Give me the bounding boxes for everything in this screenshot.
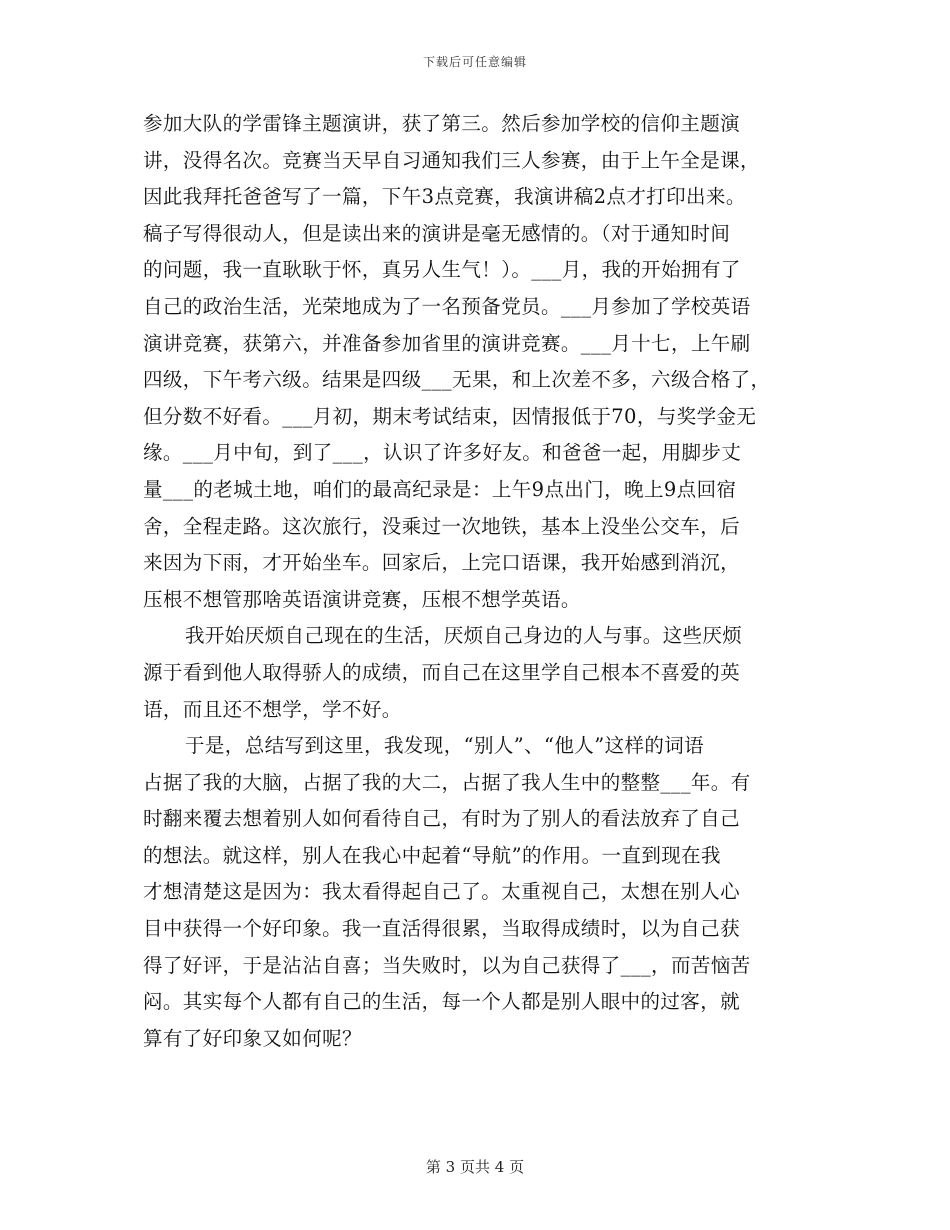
- text-line: 得了好评，于是沾沾自喜；当失败时，以为自己获得了___，而苦恼苦: [143, 953, 751, 977]
- text-line: 时翻来覆去想着别人如何看待自己，有时为了别人的看法放弃了自己: [143, 807, 741, 831]
- text-line: 参加大队的学雷锋主题演讲，获了第三。然后参加学校的信仰主题演: [143, 112, 741, 135]
- paragraph: [143, 106, 807, 618]
- text-line: 但分数不好看。___月初，期末考试结束，因情报低于70，与奖学金无: [143, 404, 757, 428]
- text-line: 算有了好印象又如何呢？: [143, 1026, 362, 1050]
- text-line: 我开始厌烦自己现在的生活，厌烦自己身边的人与事。这些厌烦: [185, 624, 743, 648]
- text-line: 占据了我的大脑，占据了我的大二，占据了我人生中的整整___年。有: [143, 770, 751, 794]
- text-line: 演讲竞赛，获第六，并准备参加省里的演讲竞赛。___月十七，上午刷: [143, 331, 751, 355]
- text-line: 于是，总结写到这里，我发现，“别人”、“他人”这样的词语: [185, 734, 705, 758]
- text-line: 压根不想管那啥英语演讲竞赛，压根不想学英语。: [143, 587, 581, 611]
- document-body: [143, 106, 807, 1057]
- text-line: 的问题，我一直耿耿于怀，真另人生气！）。___月，我的开始拥有了: [143, 258, 741, 282]
- text-line: 才想清楚这是因为：我太看得起自己了。太重视自己，太想在别人心: [143, 880, 741, 904]
- text-line: 源于看到他人取得骄人的成绩，而自己在这里学自己根本不喜爱的英: [143, 660, 741, 684]
- text-line: 缘。___月中旬，到了___，认识了许多好友。和爸爸一起，用脚步丈: [143, 441, 742, 465]
- text-line: 因此我拜托爸爸写了一篇，下午3点竞赛，我演讲稿2点才打印出来。: [143, 185, 746, 209]
- text-line: 目中获得一个好印象。我一直活得很累，当取得成绩时，以为自己获: [143, 917, 741, 941]
- page-footer: 第 3 页共 4 页: [425, 1158, 525, 1176]
- paragraph: [143, 728, 807, 1057]
- page-header: 下载后可任意编辑: [422, 55, 527, 69]
- text-line: 语，而且还不想学，学不好。: [143, 697, 402, 721]
- text-line: 来因为下雨，才开始坐车。回家后，上完口语课，我开始感到消沉，: [143, 551, 741, 575]
- text-line: 闷。其实每个人都有自己的生活，每一个人都是别人眼中的过客，就: [143, 990, 741, 1014]
- text-line: 稿子写得很动人，但是读出来的演讲是毫无感情的。（对于通知时间: [143, 221, 731, 245]
- text-line: 四级，下午考六级。结果是四级___无果，和上次差不多，六级合格了，: [143, 368, 771, 392]
- paragraph: [143, 618, 807, 728]
- text-line: 自己的政治生活，光荣地成为了一名预备党员。___月参加了学校英语: [143, 294, 751, 318]
- text-line: 的想法。就这样，别人在我心中起着“导航”的作用。一直到现在我: [143, 843, 721, 867]
- text-line: 舍，全程走路。这次旅行，没乘过一次地铁，基本上没坐公交车，后: [143, 514, 741, 538]
- text-line: 讲，没得名次。竞赛当天早自习通知我们三人参赛，由于上午全是课，: [143, 148, 760, 172]
- text-line: 量___的老城土地，咱们的最高纪录是：上午9点出门，晚上9点回宿: [143, 477, 737, 501]
